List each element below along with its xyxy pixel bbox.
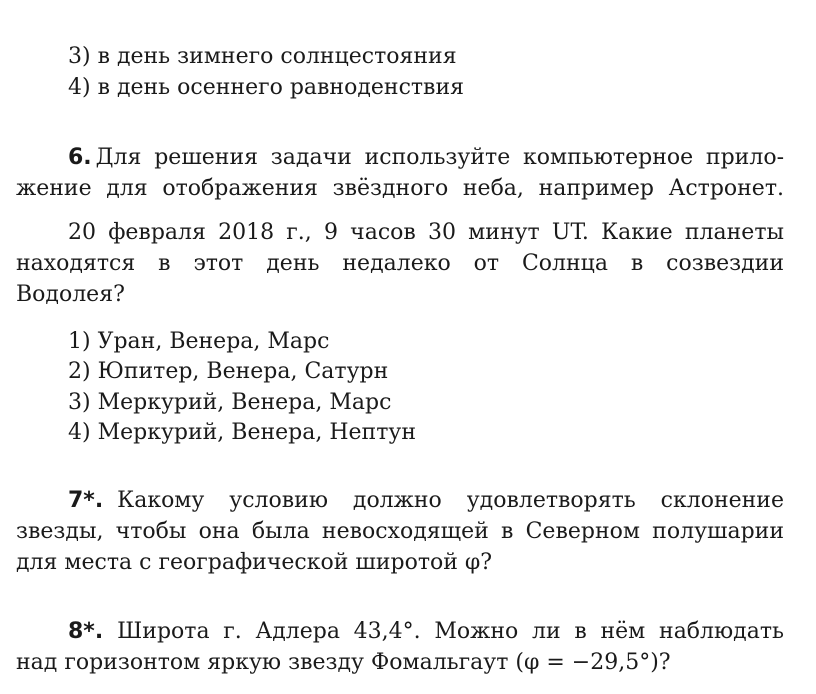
q6-condition-line1: 20 февраля 2018 г., 9 часов 30 минут UT. Какие планеты bbox=[68, 220, 784, 245]
q8-number: 8*. bbox=[68, 619, 104, 644]
q6-option-3: 3) Меркурий, Венера, Марс bbox=[68, 390, 392, 415]
q6-option-2: 2) Юпитер, Венера, Сатурн bbox=[68, 359, 389, 384]
q6-option-4: 4) Меркурий, Венера, Нептун bbox=[68, 420, 416, 445]
q6-text-line2: жение для отображения звёздного неба, например Астронет. bbox=[16, 176, 784, 201]
q8-text-line2: над горизонтом яркую звезду Фомальгаут (φ = −29,5°)? bbox=[16, 650, 671, 675]
q8-text-line1: Широта г. Адлера 43,4°. Можно ли в нём наблюдать bbox=[117, 619, 784, 644]
q5-option-3: 3) в день зимнего солнцестояния bbox=[68, 44, 457, 69]
q6-option-1: 1) Уран, Венера, Марс bbox=[68, 329, 330, 354]
q8-line1 bbox=[68, 617, 784, 647]
q6-text-line1: Для решения задачи используйте компьютерное прило- bbox=[95, 145, 784, 170]
q7-line1 bbox=[68, 486, 784, 516]
q6-condition-line3: Водолея? bbox=[16, 282, 125, 307]
q6-condition-line2: находятся в этот день недалеко от Солнца в созвездии bbox=[16, 251, 784, 276]
q5-option-4: 4) в день осеннего равноденствия bbox=[68, 75, 464, 100]
q7-text-line3: для места с географической широтой φ? bbox=[16, 550, 493, 575]
q7-number: 7*. bbox=[68, 488, 104, 513]
q7-text-line2: звезды, чтобы она была невосходящей в Северном полушарии bbox=[16, 519, 784, 544]
q6-line1 bbox=[68, 143, 784, 173]
q6-number: 6. bbox=[68, 145, 92, 170]
q7-text-line1: Какому условию должно удовлетворять склонение bbox=[117, 488, 784, 513]
